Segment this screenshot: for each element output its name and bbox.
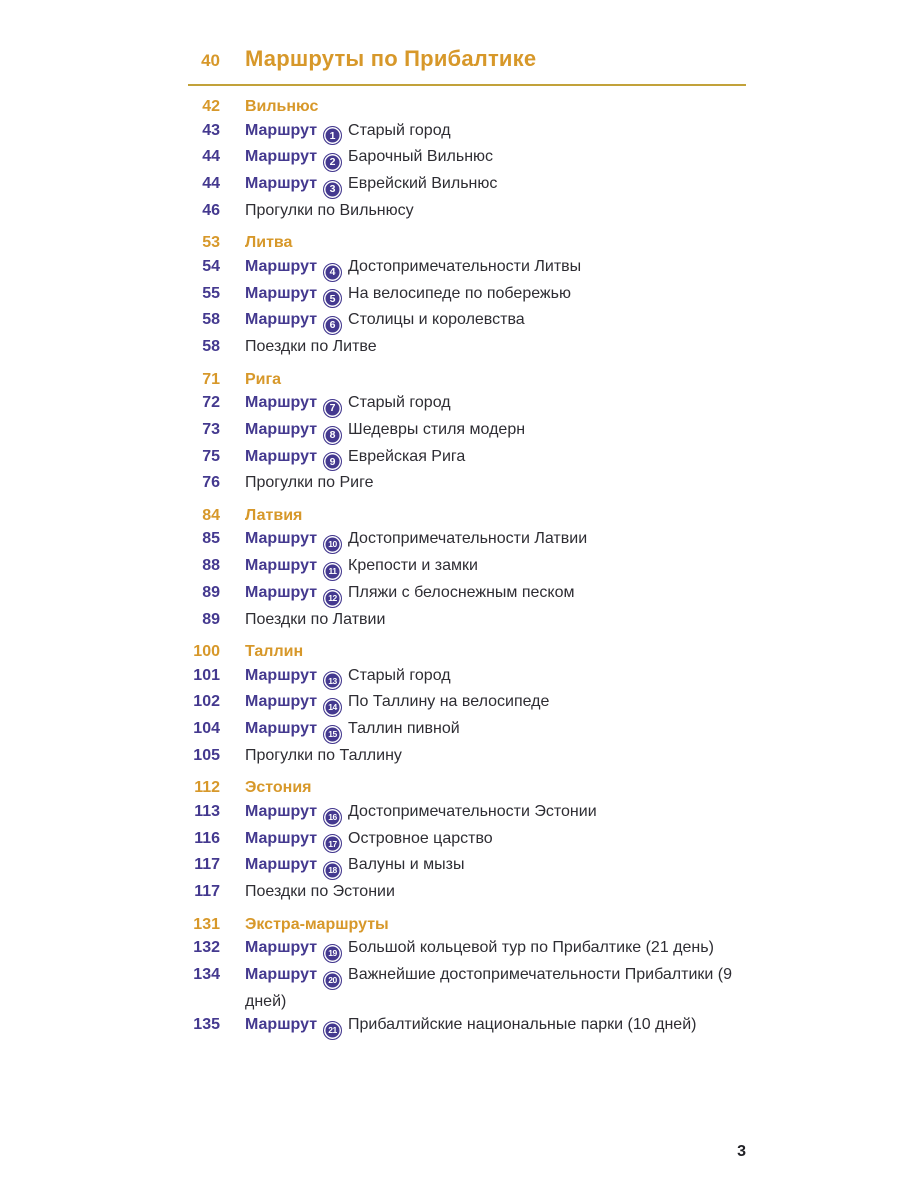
footer-page-number: 3 bbox=[737, 1143, 746, 1160]
entry-text bbox=[245, 308, 746, 335]
toc-entry bbox=[188, 963, 746, 1013]
entry-page-number: 76 bbox=[202, 474, 220, 492]
section-heading bbox=[188, 504, 746, 528]
entry-page-number: 134 bbox=[193, 965, 220, 983]
route-label: Маршрут bbox=[245, 965, 318, 983]
toc-entry bbox=[188, 690, 746, 717]
route-label: Маршрут bbox=[245, 311, 318, 329]
entry-page-number: 43 bbox=[202, 121, 220, 139]
section-heading bbox=[188, 776, 746, 800]
entry-text bbox=[245, 527, 746, 554]
entry-text bbox=[245, 744, 746, 768]
toc-entry bbox=[188, 172, 746, 199]
entry-text bbox=[245, 581, 746, 608]
section-heading bbox=[188, 95, 746, 119]
route-label: Маршрут bbox=[245, 284, 318, 302]
route-label: Маршрут bbox=[245, 829, 318, 847]
toc-entry bbox=[188, 1013, 746, 1040]
entry-title: Островное царство bbox=[348, 829, 493, 847]
toc-section bbox=[188, 95, 746, 222]
toc-entry bbox=[188, 554, 746, 581]
section-title: Литва bbox=[245, 234, 293, 252]
route-number-badge: 9 bbox=[323, 452, 342, 471]
entry-page-number: 46 bbox=[202, 201, 220, 219]
entry-title: Старый город bbox=[348, 666, 451, 684]
entry-text bbox=[245, 1013, 746, 1040]
section-page-number: 100 bbox=[193, 643, 220, 660]
entry-title: Поездки по Литве bbox=[245, 338, 377, 355]
route-label: Маршрут bbox=[245, 693, 318, 711]
entry-text bbox=[245, 936, 746, 963]
entry-page-number: 85 bbox=[202, 530, 220, 548]
route-label: Маршрут bbox=[245, 802, 318, 820]
section-page-number: 84 bbox=[202, 506, 220, 524]
route-label: Маршрут bbox=[245, 720, 318, 737]
entry-text bbox=[245, 853, 746, 880]
entry-title: Важнейшие достопримечательности Прибалтики (9 дней) bbox=[245, 965, 732, 1010]
entry-text bbox=[245, 145, 746, 172]
entry-title: Крепости и замки bbox=[348, 557, 478, 574]
entry-page-number: 54 bbox=[202, 257, 220, 275]
chapter-page-number: 40 bbox=[201, 51, 220, 70]
route-number-badge: 3 bbox=[323, 180, 342, 199]
entry-text bbox=[245, 608, 746, 632]
route-label: Маршрут bbox=[245, 148, 318, 166]
entry-page-number: 75 bbox=[202, 447, 220, 465]
entry-page-number: 72 bbox=[202, 394, 220, 411]
route-number-badge: 11 bbox=[323, 562, 342, 581]
toc-entry bbox=[188, 717, 746, 744]
entry-text bbox=[245, 827, 746, 854]
entry-page-number: 132 bbox=[193, 939, 220, 956]
entry-title: Достопримечательности Эстонии bbox=[348, 802, 597, 820]
toc-entry bbox=[188, 527, 746, 554]
chapter-title-row bbox=[188, 46, 746, 72]
toc-entry bbox=[188, 418, 746, 445]
entry-title: По Таллину на велосипеде bbox=[348, 693, 550, 711]
toc-section bbox=[188, 776, 746, 903]
entry-page-number: 113 bbox=[194, 802, 220, 820]
toc-entry bbox=[188, 853, 746, 880]
entry-page-number: 44 bbox=[202, 148, 220, 166]
entry-title: Барочный Вильнюс bbox=[348, 148, 494, 166]
toc-entry bbox=[188, 119, 746, 146]
entry-page-number: 55 bbox=[202, 284, 220, 302]
entry-title: Большой кольцевой тур по Прибалтике (21 день) bbox=[348, 939, 714, 956]
entry-title: Прогулки по Таллину bbox=[245, 746, 402, 764]
route-number-badge: 1 bbox=[323, 126, 342, 145]
entry-text bbox=[245, 119, 746, 146]
entry-title: Прибалтийские национальные парки (10 дней) bbox=[348, 1016, 697, 1033]
route-number-badge: 15 bbox=[323, 725, 342, 744]
entry-page-number: 117 bbox=[194, 883, 220, 900]
toc-entry bbox=[188, 199, 746, 223]
toc-entry bbox=[188, 664, 746, 691]
entry-text bbox=[245, 664, 746, 691]
entry-title: Достопримечательности Латвии bbox=[348, 530, 588, 548]
entry-title: Поездки по Латвии bbox=[245, 610, 386, 628]
entry-title: Валуны и мызы bbox=[348, 856, 465, 874]
entry-text bbox=[245, 554, 746, 581]
toc-sections bbox=[188, 95, 746, 1040]
route-label: Маршрут bbox=[245, 856, 318, 874]
entry-page-number: 44 bbox=[202, 175, 220, 192]
entry-text bbox=[245, 445, 746, 472]
page-title: Маршруты по Прибалтике bbox=[245, 46, 537, 71]
section-title: Таллин bbox=[245, 643, 304, 660]
section-page-number: 71 bbox=[202, 370, 220, 388]
entry-page-number: 88 bbox=[202, 557, 220, 574]
section-title: Эстония bbox=[245, 779, 312, 797]
toc-entry bbox=[188, 827, 746, 854]
entry-page-number: 89 bbox=[202, 583, 220, 601]
section-title: Латвия bbox=[245, 506, 303, 524]
toc-section bbox=[188, 913, 746, 1040]
route-number-badge: 8 bbox=[323, 426, 342, 445]
entry-page-number: 102 bbox=[193, 693, 220, 711]
route-label: Маршрут bbox=[245, 121, 318, 139]
entry-page-number: 104 bbox=[193, 720, 220, 737]
route-number-badge: 20 bbox=[323, 971, 342, 990]
route-number-badge: 7 bbox=[323, 399, 342, 418]
entry-title: Поездки по Эстонии bbox=[245, 883, 395, 900]
entry-page-number: 101 bbox=[193, 666, 220, 684]
route-number-badge: 21 bbox=[323, 1021, 342, 1040]
route-label: Маршрут bbox=[245, 447, 318, 465]
entry-text bbox=[245, 690, 746, 717]
entry-text bbox=[245, 391, 746, 418]
toc-entry bbox=[188, 800, 746, 827]
entry-page-number: 58 bbox=[202, 338, 220, 355]
toc-entry bbox=[188, 145, 746, 172]
route-label: Маршрут bbox=[245, 583, 318, 601]
entry-title: Шедевры стиля модерн bbox=[348, 420, 526, 438]
entry-text bbox=[245, 172, 746, 199]
entry-text bbox=[245, 335, 746, 359]
toc-entry bbox=[188, 255, 746, 282]
entry-page-number: 58 bbox=[202, 311, 220, 329]
entry-title: Старый город bbox=[348, 394, 451, 411]
route-number-badge: 4 bbox=[323, 263, 342, 282]
section-page-number: 112 bbox=[194, 779, 220, 797]
toc-entry bbox=[188, 581, 746, 608]
toc-entry bbox=[188, 335, 746, 359]
route-number-badge: 5 bbox=[323, 289, 342, 308]
entry-page-number: 89 bbox=[202, 610, 220, 628]
toc-section bbox=[188, 504, 746, 631]
section-page-number: 53 bbox=[202, 234, 220, 252]
entry-text bbox=[245, 717, 746, 744]
route-label: Маршрут bbox=[245, 557, 318, 574]
section-title: Рига bbox=[245, 370, 282, 388]
route-number-badge: 13 bbox=[323, 671, 342, 690]
entry-page-number: 73 bbox=[202, 420, 220, 438]
entry-title: Еврейский Вильнюс bbox=[348, 175, 498, 192]
toc-entry bbox=[188, 744, 746, 768]
entry-text bbox=[245, 471, 746, 495]
toc-entry bbox=[188, 308, 746, 335]
entry-title: Пляжи с белоснежным песком bbox=[348, 583, 575, 601]
toc-content bbox=[188, 46, 746, 1040]
section-heading bbox=[188, 231, 746, 255]
toc-section bbox=[188, 231, 746, 358]
entry-text bbox=[245, 800, 746, 827]
entry-text bbox=[245, 199, 746, 223]
section-heading bbox=[188, 640, 746, 664]
route-number-badge: 10 bbox=[323, 535, 342, 554]
section-page-number: 131 bbox=[193, 915, 220, 933]
entry-page-number: 116 bbox=[194, 829, 220, 847]
route-label: Маршрут bbox=[245, 1016, 318, 1033]
entry-page-number: 105 bbox=[193, 746, 220, 764]
entry-title: На велосипеде по побережью bbox=[348, 284, 571, 302]
entry-title: Таллин пивной bbox=[348, 720, 460, 737]
route-number-badge: 16 bbox=[323, 808, 342, 827]
entry-title: Старый город bbox=[348, 121, 451, 139]
route-label: Маршрут bbox=[245, 394, 318, 411]
toc-section bbox=[188, 368, 746, 495]
section-title: Вильнюс bbox=[245, 98, 319, 115]
section-title: Экстра-маршруты bbox=[245, 915, 389, 933]
title-rule bbox=[188, 84, 746, 86]
entry-text bbox=[245, 282, 746, 309]
route-label: Маршрут bbox=[245, 666, 318, 684]
section-heading bbox=[188, 913, 746, 937]
route-number-badge: 2 bbox=[323, 153, 342, 172]
route-number-badge: 18 bbox=[323, 861, 342, 880]
toc-entry bbox=[188, 445, 746, 472]
route-number-badge: 14 bbox=[323, 698, 342, 717]
route-number-badge: 19 bbox=[323, 944, 342, 963]
section-heading bbox=[188, 368, 746, 392]
route-number-badge: 6 bbox=[323, 316, 342, 335]
route-label: Маршрут bbox=[245, 420, 318, 438]
route-label: Маршрут bbox=[245, 175, 318, 192]
entry-title: Столицы и королевства bbox=[348, 311, 525, 329]
entry-title: Еврейская Рига bbox=[348, 447, 466, 465]
toc-entry bbox=[188, 880, 746, 904]
entry-text bbox=[245, 963, 746, 1013]
toc-entry bbox=[188, 282, 746, 309]
route-label: Маршрут bbox=[245, 939, 318, 956]
toc-entry bbox=[188, 936, 746, 963]
entry-page-number: 135 bbox=[193, 1016, 220, 1033]
entry-text bbox=[245, 418, 746, 445]
entry-page-number: 117 bbox=[194, 856, 220, 874]
route-number-badge: 12 bbox=[323, 589, 342, 608]
toc-entry bbox=[188, 391, 746, 418]
entry-title: Достопримечательности Литвы bbox=[348, 257, 582, 275]
toc-entry bbox=[188, 471, 746, 495]
section-page-number: 42 bbox=[202, 98, 220, 115]
toc-section bbox=[188, 640, 746, 767]
route-label: Маршрут bbox=[245, 257, 318, 275]
route-label: Маршрут bbox=[245, 530, 318, 548]
entry-text bbox=[245, 255, 746, 282]
entry-title: Прогулки по Риге bbox=[245, 474, 374, 492]
entry-text bbox=[245, 880, 746, 904]
entry-title: Прогулки по Вильнюсу bbox=[245, 201, 414, 219]
toc-entry bbox=[188, 608, 746, 632]
route-number-badge: 17 bbox=[323, 834, 342, 853]
